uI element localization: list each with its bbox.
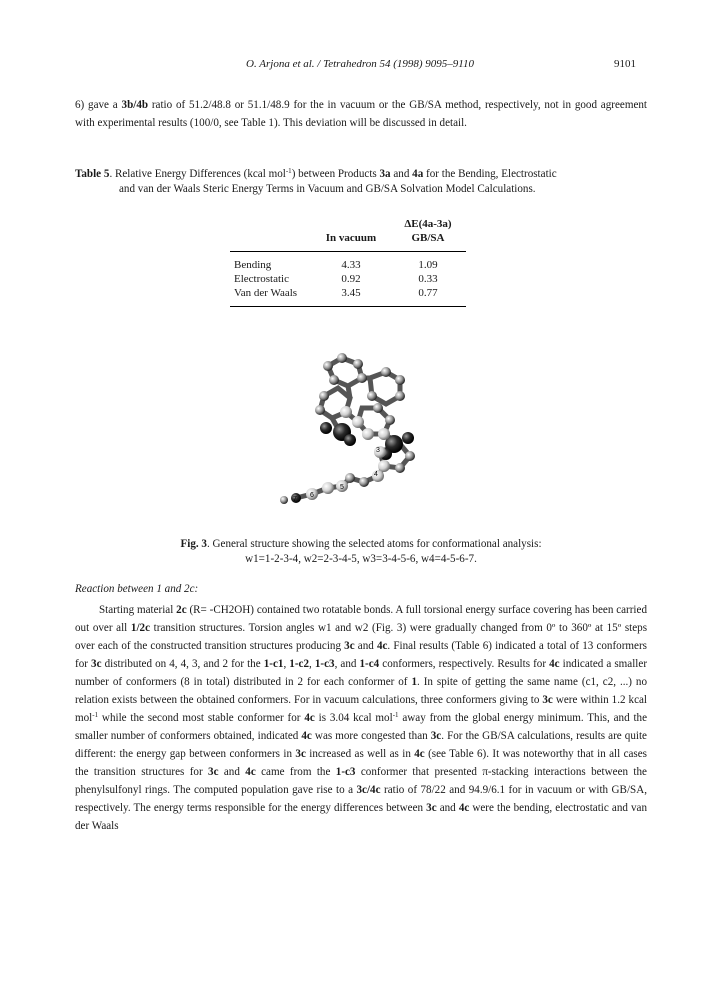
table-row xyxy=(230,272,466,286)
atom-label-3: 3 xyxy=(376,447,380,454)
atom-label-5: 5 xyxy=(340,484,344,491)
atom-label-6: 6 xyxy=(310,492,314,499)
table5-row-label: Van der Waals xyxy=(234,287,298,299)
table5-cell: 0.92 xyxy=(341,273,361,285)
table5-label: Table 5 xyxy=(75,168,110,180)
page-number: 9101 xyxy=(614,58,636,70)
molecule-figure xyxy=(250,348,460,518)
table5-caption: Table 5. Relative Energy Differences (kcal mol$^{-1}$) between Products 3a and 4a for the Bending, Electrostatic and van der Waals Steric Energy Terms in Vacuum and GB/SA Solvation Model Calculations. xyxy=(75,167,557,195)
figure3-label: Fig. 3 xyxy=(180,538,207,550)
running-head xyxy=(0,58,720,74)
table5 xyxy=(230,217,466,307)
table5-cell: 4.33 xyxy=(341,259,361,271)
figure3-caption: Fig. 3. General structure showing the selected atoms for conformational analysis: w1=1-2-3-4, w2=2-3-4-5, w3=3-4-5-6, w4=4-5-6-7. xyxy=(180,538,542,565)
atom-label-4: 4 xyxy=(374,471,378,478)
table5-group-header: ΔE(4a-3a) xyxy=(404,218,452,230)
molecule-structure xyxy=(250,348,460,518)
table5-row-label: Electrostatic xyxy=(234,273,289,285)
section-heading: Reaction between 1 and 2c: xyxy=(75,583,199,595)
table5-col-header-gbsa: GB/SA xyxy=(411,232,445,244)
running-head-citation: O. Arjona et al. / Tetrahedron 54 (1998) 9095–9110 xyxy=(246,58,474,70)
main-paragraph: Starting material 2c (R= -CH2OH) contained two rotatable bonds. A full torsional energy surface covering has been carried out over all 1/2c transition structures. Torsion angles w1 and w2 (Fig. 3) were gradually changed from 0º to 360º at 15º steps over each of the constructed transition structures producing 3c and 4c. Final results (Table 6) indicated a total of 13 conformers for 3c distributed on 4, 4, 3, and 2 for the 1-c1, 1-c2, 1-c3, and 1-c4 conformers, respectively. Results for 4c indicated a smaller number of conformers (8 in total) distributed in 2 for each conformer of 1. In spite of getting the same name (c1, c2, ...) no relation exists between the obtained conformers. For in vacuum calculations, three conformers giving to 3c were within 1.2 kcal mol$^{-1}$ while the second most stable conformer for 4c is 3.04 kcal mol$^{-1}$ away from the global energy minimum. This, and the smaller number of conformers obtained, indicated 4c was more congested than 3c. For the GB/SA calculations, results are quite different: the energy gap between conformers in 3c increased as well as in 4c (see Table 6). It was noteworthy that in all cases the transition structures for 3c and 4c came from the 1-c3 conformer that presented π-stacking interactions between the phenylsulfonyl rings. The computed population gave rise to a 3c/4c ratio of 78/22 and 94.9/6.1 for in vacuum or with GB/SA, respectively. The energy terms responsible for the energy differences between 3c and 4c were the bending, electrostatic and van der Waals xyxy=(75,604,648,832)
table5-row-label: Bending xyxy=(234,259,272,271)
table-row xyxy=(230,258,466,272)
table5-cell: 1.09 xyxy=(418,259,438,271)
table5-cell: 0.33 xyxy=(418,273,438,285)
atom-label-7: 7 xyxy=(293,496,297,503)
table5-cell: 3.45 xyxy=(341,287,361,299)
intro-paragraph: 6) gave a 3b/4b ratio of 51.2/48.8 or 51.1/48.9 for the in vacuum or the GB/SA method, respectively, not in good agreement with experimental results (100/0, see Table 1). This deviation will be discussed in detail. xyxy=(75,99,648,129)
table5-cell: 0.77 xyxy=(418,287,438,299)
table-row xyxy=(230,286,466,300)
table5-col-header-vacuum: In vacuum xyxy=(325,232,377,244)
